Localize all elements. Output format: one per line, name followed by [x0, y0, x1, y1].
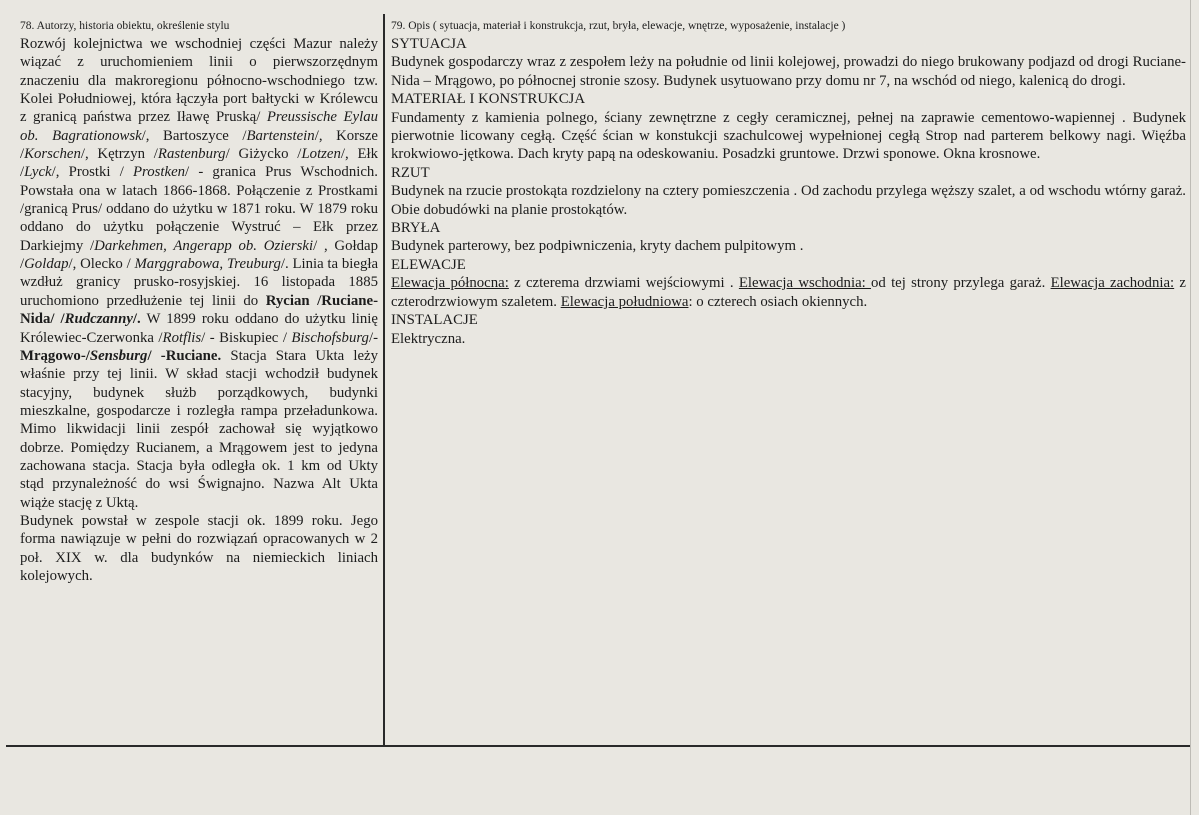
right-edge-line [1190, 0, 1191, 815]
bottom-rule [6, 745, 1190, 747]
section-heading-rzut: RZUT [391, 164, 430, 181]
text-run: / -Ruciane. [147, 347, 222, 364]
text-run: Elewacja południowa [560, 293, 689, 310]
text-run: /, Prostki / [51, 164, 133, 181]
text-run: Rotflis [162, 329, 202, 346]
text-run: Korschen [24, 146, 81, 163]
text-run: Elewacja północna: [391, 275, 509, 292]
text-run: Mrągowo-/ [20, 347, 90, 364]
text-run: Elewacja wschodnia: [738, 275, 872, 292]
text-run: Elewacja zachodnia: [1050, 275, 1175, 292]
text-run: / - granica Prus Wschodnich. Powstała ona w latach 1866-1868. Połączenie z Prostkami /granicą Prus/ oddano do użytku w 1871 roku. W 1879 roku oddano do użytku połączenie Wystruć – Ełk przez Darkiejmy / [20, 164, 378, 254]
text-run: Rastenburg [157, 146, 226, 163]
text-run: Bischofsburg [291, 329, 369, 346]
text-run: Rudczanny [64, 311, 133, 328]
text-run: W 1899 roku oddano do użytku linię Królewiec-Czerwonka / [20, 311, 378, 346]
text-run: Sensburg [89, 347, 148, 364]
text-run: z czterodrzwiowym szaletem. [391, 275, 1186, 310]
text-run: z czterema drzwiami wejściowymi . [508, 275, 739, 292]
text-run: / Giżycko / [225, 146, 302, 163]
text-run: od tej strony przylega garaż. [871, 275, 1051, 292]
section-text-material: Fundamenty z kamienia polnego, ściany zewnętrzne z cegły ceramicznej, pełnej na zaprawie cementowo-wapiennej . Budynek pierwotnie licowany cegłą. Część ścian w konstukcji szachulcowej wypełnionej cegłą Strop nad parterem belkowy nagi. Więźba krokwiowo-jętkowa. Dach kryty papą na odeskowaniu. Posadzki gruntowe. Drzwi sponowe. Okna krosnowe. [391, 109, 1186, 163]
section-text-bryla: Budynek parterowy, bez podpiwniczenia, kryty dachem pulpitowym . [391, 238, 804, 255]
text-run: /, Olecko / [68, 256, 135, 273]
section-heading-elewacje: ELEWACJE [391, 256, 466, 273]
text-run: Lyck [24, 164, 52, 181]
text-run: Darkehmen, Angerapp ob. Ozierski [94, 237, 314, 254]
text-run: /. [132, 311, 141, 328]
text-run: Rozwój kolejnictwa we wschodniej części Mazur należy wiązać z uruchomieniem linii o pierwszorzędnym znaczeniu dla makroregionu północno-wschodniego tzw. Kolei Południowej, która łączyła port bałtycki w Królewcu z granicą państwa przez Iławę Pruską/ [20, 36, 378, 126]
text-run: /, Korsze / [20, 127, 378, 163]
section-text-sytuacja: Budynek gospodarczy wraz z zespołem leży na południe od linii kolejowej, prowadzi do niego brukowany podjazd od drogi Ruciane-Nida – Mrągowo, po północnej stronie szosy. Budynek usytuowano przy domu nr 7, na wschód od niego, kalenicą do drogi. [391, 54, 1186, 89]
description-column [391, 19, 1186, 348]
text-run: Bartenstein [246, 127, 315, 144]
section-text-elewacje [391, 274, 1186, 311]
section-heading-instalacje: INSTALACJE [391, 312, 478, 329]
description-header: 79. Opis ( sytuacja, materiał i konstrukcja, rzut, bryła, elewacje, wnętrze, wyposażenie, instalacje ) [391, 20, 846, 32]
section-heading-sytuacja: SYTUACJA [391, 36, 467, 52]
text-run: / - Biskupiec / [201, 329, 292, 346]
section-text-instalacje: Elektryczna. [391, 330, 466, 347]
text-run: : o czterech osiach okiennych. [688, 293, 868, 310]
text-run: Lotzen [301, 146, 341, 163]
text-run: Marggrabowa, Treuburg [134, 256, 281, 273]
text-run: /, Ełk / [20, 146, 379, 181]
text-run: /, Bartoszyce / [141, 127, 247, 144]
section-heading-bryla: BRYŁA [391, 220, 441, 237]
history-header: 78. Autorzy, historia obiektu, określenie stylu [20, 20, 230, 32]
construction-date-paragraph: Budynek powstał w zespole stacji ok. 1899 roku. Jego forma nawiązuje w pełni do rozwiązań opracowanych w 2 poł. XIX w. dla budynków na niemieckich liniach kolejowych. [20, 512, 378, 584]
text-run: Rycian /Ruciane-Nida/ / [20, 292, 378, 328]
section-text-rzut: Budynek na rzucie prostokąta rozdzielony na cztery pomieszczenia . Od zachodu przylega węższy szalet, a od wschodu wtórny garaż. Obie dobudówki na planie prostokątów. [391, 183, 1186, 218]
history-column [20, 19, 378, 585]
column-divider [383, 14, 385, 746]
section-heading-material: MATERIAŁ I KONSTRUKCJA [391, 91, 586, 108]
text-run: Stacja Stara Ukta leży właśnie przy tej linii. W skład stacji wchodził budynek stacyjny, budynek służb porządkowych, budynki mieszkalne, gospodarcze i rozległa rampa przeładunkowa. Mimo likwidacji linii zespół zachował się wyjątkowo dobrze. Pomiędzy Rucianem, a Mrągowem jest to jedyna zachowana stacja. Stacja była odległa ok. 1 km od Ukty stąd przynależność do wsi Śwignajno. Nazwa Alt Ukta wiąże stację z Uktą. [20, 347, 378, 511]
text-run: /. Linia ta biegła wzdłuż granicy prusko-rosyjskiej. 16 listopada 1885 uruchomiono przedłużenie tej linii do [20, 256, 379, 309]
text-run: /- [368, 329, 378, 346]
history-paragraph [20, 35, 378, 512]
text-run: Prostken [132, 164, 186, 181]
text-run: /, Kętrzyn / [80, 146, 158, 163]
text-run: / , Gołdap / [20, 237, 378, 273]
text-run: Preussische Eylau ob. Bagrationowsk [20, 109, 378, 144]
text-run: Goldap [24, 256, 69, 273]
